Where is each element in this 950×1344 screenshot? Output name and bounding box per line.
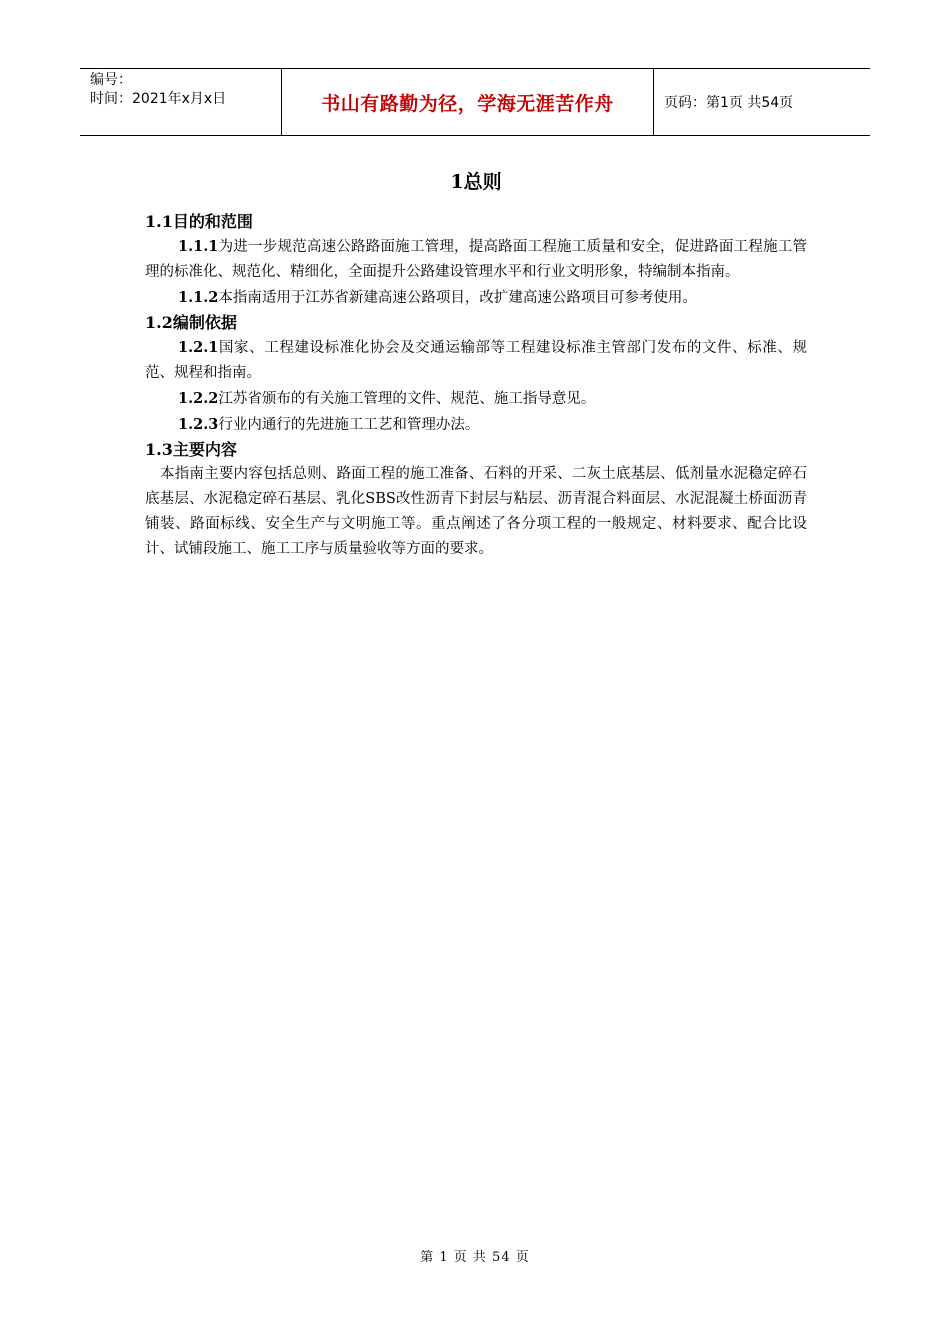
header-meta xyxy=(80,69,281,135)
header-page-info-cell xyxy=(654,69,870,135)
clause-paragraph xyxy=(145,335,807,386)
page-header xyxy=(80,68,870,136)
page-footer: 第 1 页 共 54 页 xyxy=(420,1250,530,1265)
clause-paragraph xyxy=(145,386,807,412)
clause-paragraph xyxy=(145,234,807,285)
body-paragraph: 本指南主要内容包括总则、路面工程的施工准备、石料的开采、二灰土底基层、低剂量水泥稳定碎石底基层、水泥稳定碎石基层、乳化SBS改性沥青下封层与粘层、沥青混合料面层、水泥混凝土桥面沥青铺装、路面标线、安全生产与文明施工等。重点阐述了各分项工程的一般规定、材料要求、配合比设计、试铺段施工、施工工序与质量验收等方面的要求。 xyxy=(145,466,807,557)
header-motto: 书山有路勤为径，学海无涯苦作舟 xyxy=(321,92,614,115)
clause-text: 行业内通行的先进施工工艺和管理办法。 xyxy=(218,417,480,433)
clause-paragraph xyxy=(145,285,807,311)
clause-number: 1.1.2 xyxy=(178,289,219,306)
clause-number: 1.1.1 xyxy=(178,238,219,255)
document-body xyxy=(145,168,807,562)
section-heading: 1.1目的和范围 xyxy=(145,212,253,231)
header-motto-cell xyxy=(281,69,654,135)
clause-number: 1.2.1 xyxy=(178,339,219,356)
date-label: 时间：2021年x月x日 xyxy=(90,91,227,107)
clause-number: 1.2.2 xyxy=(178,390,219,407)
section-heading: 1.3主要内容 xyxy=(145,440,237,459)
section-heading: 1.2编制依据 xyxy=(145,313,237,332)
code-label: 编号： xyxy=(90,72,132,88)
clause-text: 本指南适用于江苏省新建高速公路项目，改扩建高速公路项目可参考使用。 xyxy=(218,290,697,306)
document-title: 1总则 xyxy=(450,171,502,193)
clause-number: 1.2.3 xyxy=(178,416,219,433)
clause-text: 国家、工程建设标准化协会及交通运输部等工程建设标准主管部门发布的文件、标准、规范、规程和指南。 xyxy=(145,340,807,381)
header-page-info: 页码：第1页 共54页 xyxy=(664,95,794,111)
clause-paragraph xyxy=(145,412,807,438)
clause-text: 江苏省颁布的有关施工管理的文件、规范、施工指导意见。 xyxy=(218,391,596,407)
clause-text: 为进一步规范高速公路路面施工管理，提高路面工程施工质量和安全，促进路面工程施工管理的标准化、规范化、精细化，全面提升公路建设管理水平和行业文明形象，特编制本指南。 xyxy=(145,239,807,280)
